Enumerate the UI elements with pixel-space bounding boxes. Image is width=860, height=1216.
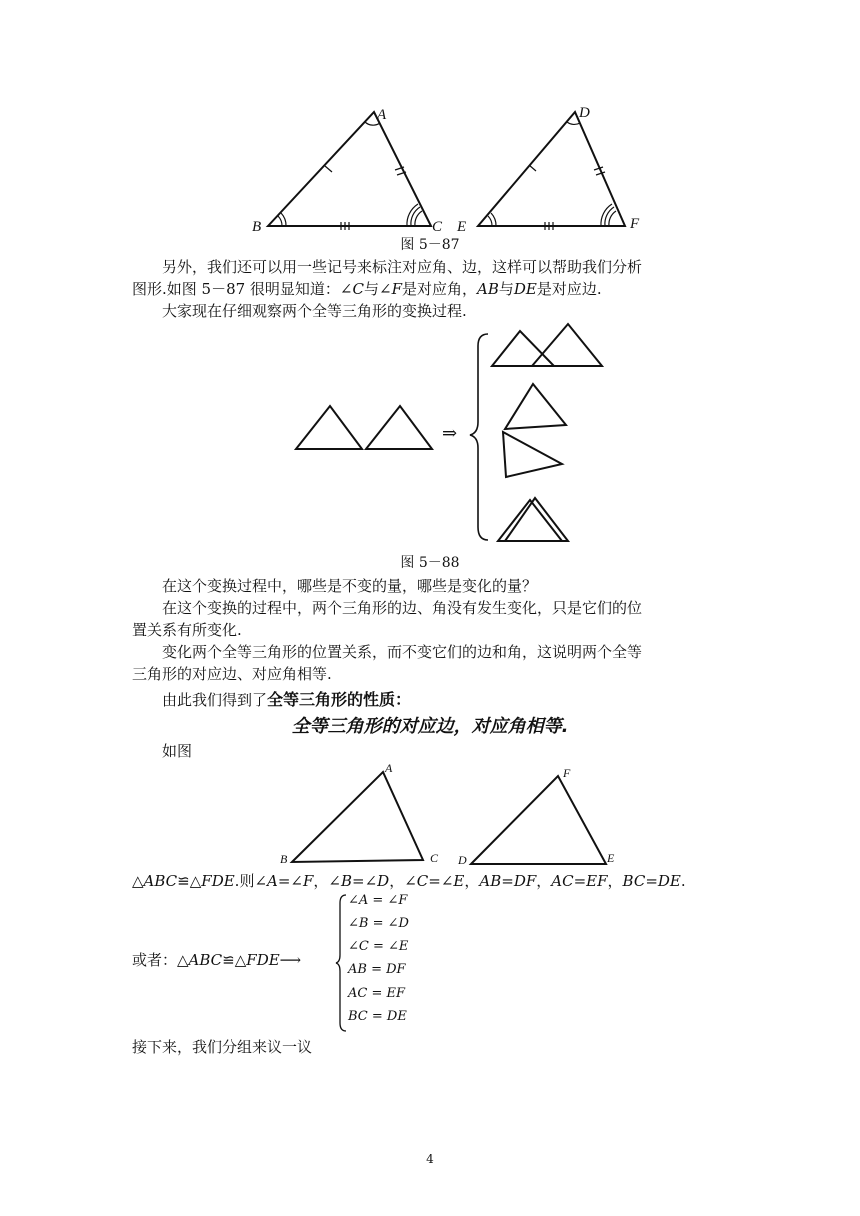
paragraph: 变化两个全等三角形的位置关系，而不变它们的边和角，这说明两个全等 — [162, 643, 643, 661]
figure-5-87 — [240, 100, 660, 235]
page-number: 4 — [426, 1152, 434, 1166]
figure-congruent-triangles — [270, 760, 630, 870]
vertex-label: F — [630, 216, 640, 232]
paragraph: 三角形的对应边、对应角相等. — [132, 665, 332, 683]
paragraph: 图形.如图 5－87 很明显知道：∠C与∠F是对应角，AB与DE是对应边. — [132, 280, 602, 298]
arrow-icon: ⟶ — [279, 951, 302, 969]
paragraph: 置关系有所变化. — [132, 621, 242, 639]
vertex-label: B — [280, 852, 288, 866]
vertex-label: F — [563, 766, 571, 780]
paragraph: 在这个变换过程中，哪些是不变的量，哪些是变化的量？ — [162, 577, 538, 595]
figure-5-88 — [290, 322, 610, 548]
system-line: ∠A = ∠F — [348, 893, 408, 908]
vertex-label: A — [385, 761, 393, 775]
theorem-statement: 全等三角形的对应边，对应角相等. — [291, 716, 569, 737]
arrow-icon: ⇒ — [442, 423, 458, 443]
property-title: 全等三角形的性质： — [267, 690, 412, 709]
vertex-label: E — [457, 219, 467, 235]
vertex-label: D — [458, 853, 467, 867]
paragraph: 另外，我们还可以用一些记号来标注对应角、边，这样可以帮助我们分析 — [162, 258, 643, 276]
system-line: AC = EF — [348, 986, 406, 1001]
vertex-label: B — [252, 219, 262, 235]
system-line: ∠C = ∠E — [348, 939, 409, 954]
figure-caption: 图 5－88 — [400, 555, 460, 571]
paragraph: 在这个变换的过程中，两个三角形的边、角没有发生变化，只是它们的位 — [162, 599, 643, 617]
paragraph: 如图 — [162, 742, 193, 760]
vertex-label: C — [430, 851, 439, 865]
system-line: BC = DE — [348, 1009, 407, 1024]
paragraph: 由此我们得到了全等三角形的性质： — [162, 690, 412, 709]
vertex-label: D — [579, 105, 590, 121]
system-line: AB = DF — [348, 962, 406, 977]
vertex-label: E — [607, 851, 615, 865]
alternate-statement: 或者：△ABC≌△FDE⟶ — [132, 951, 302, 969]
vertex-label: C — [432, 219, 443, 235]
system-line: ∠B = ∠D — [348, 916, 409, 931]
paragraph: 大家现在仔细观察两个全等三角形的变换过程. — [162, 302, 467, 320]
paragraph: 接下来，我们分组来议一议 — [132, 1038, 313, 1056]
congruence-statement: △ABC≌△FDE.则∠A=∠F，∠B=∠D，∠C=∠E，AB=DF，AC=EF，BC=DE. — [132, 872, 686, 890]
vertex-label: A — [377, 107, 387, 123]
brace-icon — [334, 893, 348, 1033]
figure-caption: 图 5－87 — [400, 237, 460, 253]
